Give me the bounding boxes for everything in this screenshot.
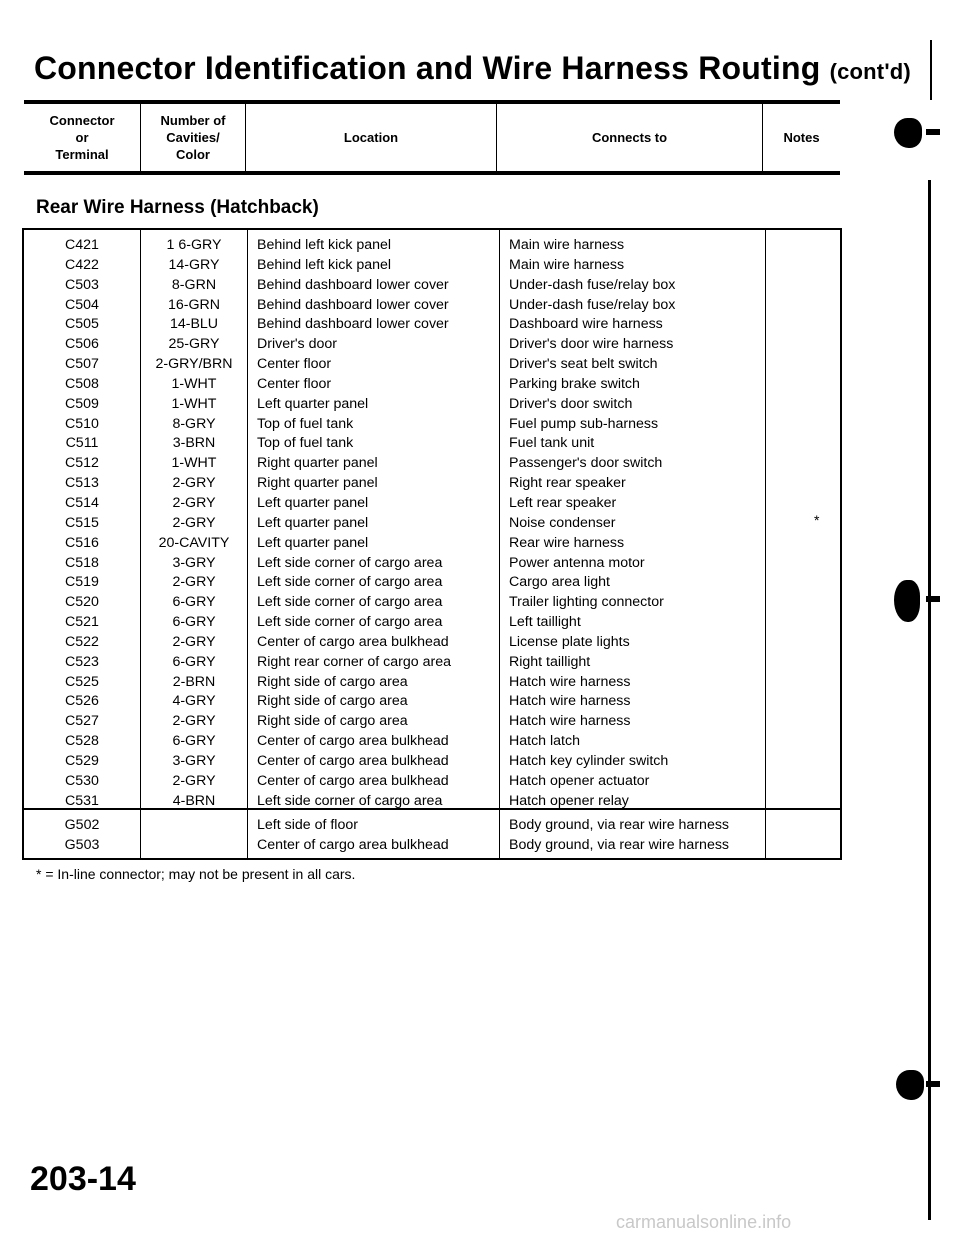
cell-connects-to: Rear wire harness: [509, 534, 625, 551]
cell-cavities-color: 16-GRN: [167, 296, 221, 313]
cell-location: Center floor: [257, 375, 332, 392]
cell-cavities-color: 1-WHT: [171, 455, 217, 472]
right-margin-line: [930, 40, 932, 100]
cell-location: Behind left kick panel: [257, 256, 392, 273]
cell-connector-id: C530: [65, 772, 99, 789]
cell-location: Left side corner of cargo area: [257, 614, 443, 631]
cell-connector-id: C531: [65, 792, 99, 809]
cell-connects-to: Hatch opener relay: [509, 792, 629, 809]
cell-connector-id: C522: [65, 633, 99, 650]
cell-connector-id: C505: [65, 316, 99, 333]
cell-connector-id: C528: [65, 733, 99, 750]
cell-location: Right side of cargo area: [257, 693, 408, 710]
cell-cavities-color: 8-GRN: [171, 276, 217, 293]
cell-cavities-color: 4-GRY: [172, 693, 216, 710]
binder-tick-icon: [926, 596, 940, 602]
cell-connector-id: C527: [65, 713, 99, 730]
header-connects-to: Connects to: [496, 104, 762, 171]
col-location: [247, 230, 499, 808]
cell-connector-id: C515: [65, 514, 99, 531]
cell-cavities-color: 14-GRY: [168, 256, 220, 273]
cell-connects-to: Hatch wire harness: [509, 713, 631, 730]
cell-cavities-color: 2-GRY/BRN: [155, 356, 233, 373]
cell-connector-id: C422: [65, 256, 99, 273]
cell-connects-to: Fuel tank unit: [509, 435, 595, 452]
col-cavities: [140, 230, 247, 808]
cell-cavities-color: [141, 816, 247, 836]
connector-table: [22, 228, 842, 810]
cell-cavities-color: 3-GRY: [172, 554, 216, 571]
cell-location: Left quarter panel: [257, 514, 369, 531]
header-location: Location: [245, 104, 496, 171]
table-header: [24, 100, 840, 175]
cell-connects-to: Fuel pump sub-harness: [509, 415, 659, 432]
cell-cavities-color: 25-GRY: [168, 336, 220, 353]
cell-cavities-color: 2-GRY: [172, 633, 216, 650]
cell-cavities-color: 2-GRY: [172, 713, 216, 730]
footnote: * = In-line connector; may not be present in all cars.: [36, 866, 356, 882]
cell-location: Right side of cargo area: [257, 673, 408, 690]
cell-connects-to: Left taillight: [509, 614, 581, 631]
cell-cavities-color: 2-GRY: [172, 772, 216, 789]
cell-connects-to: Parking brake switch: [509, 375, 640, 392]
cell-location: Center floor: [257, 356, 332, 373]
cell-connects-to: Driver's door wire harness: [509, 336, 674, 353]
cell-cavities-color: 14-BLU: [169, 316, 219, 333]
cell-connects-to: Passenger's door switch: [509, 455, 663, 472]
cell-connector-id: C506: [65, 336, 99, 353]
cell-connects-to: Hatch wire harness: [509, 693, 631, 710]
cell-connector-id: C511: [65, 435, 99, 452]
inline-connector-marker: *: [814, 512, 820, 528]
binder-tick-icon: [926, 1081, 940, 1087]
cell-location: Right rear corner of cargo area: [257, 653, 451, 670]
cell-location: Top of fuel tank: [257, 435, 354, 452]
cell-connects-to: Driver's seat belt switch: [509, 356, 658, 373]
col-notes: [765, 810, 840, 858]
header-connector: Connector or Terminal: [49, 113, 115, 162]
cell-location: Right quarter panel: [257, 475, 378, 492]
section-title: Rear Wire Harness (Hatchback): [36, 197, 319, 218]
ground-table: [22, 810, 842, 860]
col-connects-to: [499, 230, 765, 808]
cell-cavities-color: 6-GRY: [172, 653, 216, 670]
cell-connector-id: C516: [65, 534, 99, 551]
cell-cavities-color: 6-GRY: [172, 594, 216, 611]
col-location: [247, 810, 499, 858]
cell-location: Behind left kick panel: [257, 237, 392, 253]
top-edge-bar: [0, 0, 960, 6]
cell-cavities-color: 8-GRY: [172, 415, 216, 432]
cell-connects-to: Right rear speaker: [509, 475, 626, 492]
col-notes: [765, 230, 840, 808]
cell-cavities-color: 4-BRN: [172, 792, 216, 809]
right-margin-line: [928, 180, 931, 1220]
cell-cavities-color: 2-BRN: [172, 673, 216, 690]
cell-connects-to: Left rear speaker: [509, 494, 617, 511]
cell-cavities-color: 2-GRY: [172, 514, 216, 531]
cell-cavities-color: 3-GRY: [172, 752, 216, 769]
cell-connector-id: G503: [64, 836, 100, 853]
cell-location: Right quarter panel: [257, 455, 378, 472]
cell-connector-id: C529: [65, 752, 99, 769]
cell-cavities-color: 1-WHT: [171, 395, 217, 412]
cell-cavities-color: 3-BRN: [172, 435, 216, 452]
cell-connector-id: C504: [65, 296, 99, 313]
cell-connector-id: C526: [65, 693, 99, 710]
cell-location: Right side of cargo area: [257, 713, 408, 730]
cell-connector-id: C508: [65, 375, 99, 392]
cell-location: Left quarter panel: [257, 395, 369, 412]
cell-cavities-color: [141, 836, 247, 856]
header-notes: Notes: [762, 104, 840, 171]
cell-cavities-color: 2-GRY: [172, 574, 216, 591]
col-connects-to: [499, 810, 765, 858]
cell-connects-to: Under-dash fuse/relay box: [509, 296, 676, 313]
cell-connector-id: C525: [65, 673, 99, 690]
cell-connector-id: C509: [65, 395, 99, 412]
cell-connects-to: Dashboard wire harness: [509, 316, 663, 333]
cell-connects-to: Hatch opener actuator: [509, 772, 650, 789]
header-cavities: Number of Cavities/ Color: [140, 104, 245, 171]
cell-connector-id: C514: [65, 494, 99, 511]
binder-tick-icon: [926, 129, 940, 135]
cell-connector-id: C507: [65, 356, 99, 373]
cell-connects-to: Main wire harness: [509, 256, 625, 273]
cell-connector-id: C510: [65, 415, 99, 432]
cell-location: Behind dashboard lower cover: [257, 296, 449, 313]
binder-marker-icon: [896, 1070, 924, 1100]
cell-location: Driver's door: [257, 336, 337, 353]
cell-connector-id: C520: [65, 594, 99, 611]
cell-cavities-color: 1-WHT: [171, 375, 217, 392]
cell-connects-to: License plate lights: [509, 633, 630, 650]
cell-connects-to: Under-dash fuse/relay box: [509, 276, 676, 293]
cell-connector-id: C421: [65, 237, 99, 253]
binder-marker-icon: [894, 118, 922, 148]
cell-connects-to: Body ground, via rear wire harness: [509, 836, 730, 853]
page-title-text: Connector Identification and Wire Harness Routing: [34, 50, 821, 86]
cell-location: Left side corner of cargo area: [257, 594, 443, 611]
cell-location: Left quarter panel: [257, 494, 369, 511]
cell-connector-id: C512: [65, 455, 99, 472]
cell-location: Center of cargo area bulkhead: [257, 633, 449, 650]
col-connector: [24, 230, 140, 808]
cell-connects-to: Trailer lighting connector: [509, 594, 664, 611]
cell-connector-id: C523: [65, 653, 99, 670]
cell-connector-id: C513: [65, 475, 99, 492]
cell-location: Center of cargo area bulkhead: [257, 752, 449, 769]
page-title: [34, 50, 911, 87]
cell-connector-id: C503: [65, 276, 99, 293]
cell-location: Center of cargo area bulkhead: [257, 836, 449, 853]
cell-location: Left side corner of cargo area: [257, 554, 443, 571]
cell-connects-to: Hatch latch: [509, 733, 580, 750]
cell-cavities-color: 20-CAVITY: [158, 534, 230, 551]
cell-connects-to: Hatch wire harness: [509, 673, 631, 690]
cell-connects-to: Hatch key cylinder switch: [509, 752, 669, 769]
col-cavities: [140, 810, 247, 858]
cell-connects-to: Cargo area light: [509, 574, 610, 591]
cell-connects-to: Body ground, via rear wire harness: [509, 817, 730, 833]
cell-location: Behind dashboard lower cover: [257, 276, 449, 293]
cell-cavities-color: 6-GRY: [172, 614, 216, 631]
cell-connector-id: C521: [65, 614, 99, 631]
cell-connects-to: Right taillight: [509, 653, 591, 670]
cell-connector-id: C519: [65, 574, 99, 591]
cell-location: Left quarter panel: [257, 534, 369, 551]
cell-connects-to: Main wire harness: [509, 237, 625, 253]
cell-connects-to: Power antenna motor: [509, 554, 645, 571]
cell-location: Center of cargo area bulkhead: [257, 772, 449, 789]
cell-cavities-color: 2-GRY: [172, 494, 216, 511]
col-connector: [24, 810, 140, 858]
cell-cavities-color: 6-GRY: [172, 733, 216, 750]
cell-location: Top of fuel tank: [257, 415, 354, 432]
cell-location: Left side corner of cargo area: [257, 574, 443, 591]
binder-marker-icon: [894, 580, 920, 622]
cell-location: Left side corner of cargo area: [257, 792, 443, 809]
cell-location: Left side of floor: [257, 817, 358, 833]
cell-location: Center of cargo area bulkhead: [257, 733, 449, 750]
cell-connector-id: C518: [65, 554, 99, 571]
cell-cavities-color: 1 6-GRY: [166, 237, 222, 253]
cell-location: Behind dashboard lower cover: [257, 316, 449, 333]
page-number: 203-14: [30, 1160, 136, 1198]
watermark: carmanualsonline.info: [616, 1212, 792, 1232]
page-title-suffix: (cont'd): [829, 59, 911, 84]
cell-connects-to: Driver's door switch: [509, 395, 633, 412]
cell-connects-to: Noise condenser: [509, 514, 616, 531]
cell-cavities-color: 2-GRY: [172, 475, 216, 492]
cell-connector-id: G502: [64, 817, 100, 833]
